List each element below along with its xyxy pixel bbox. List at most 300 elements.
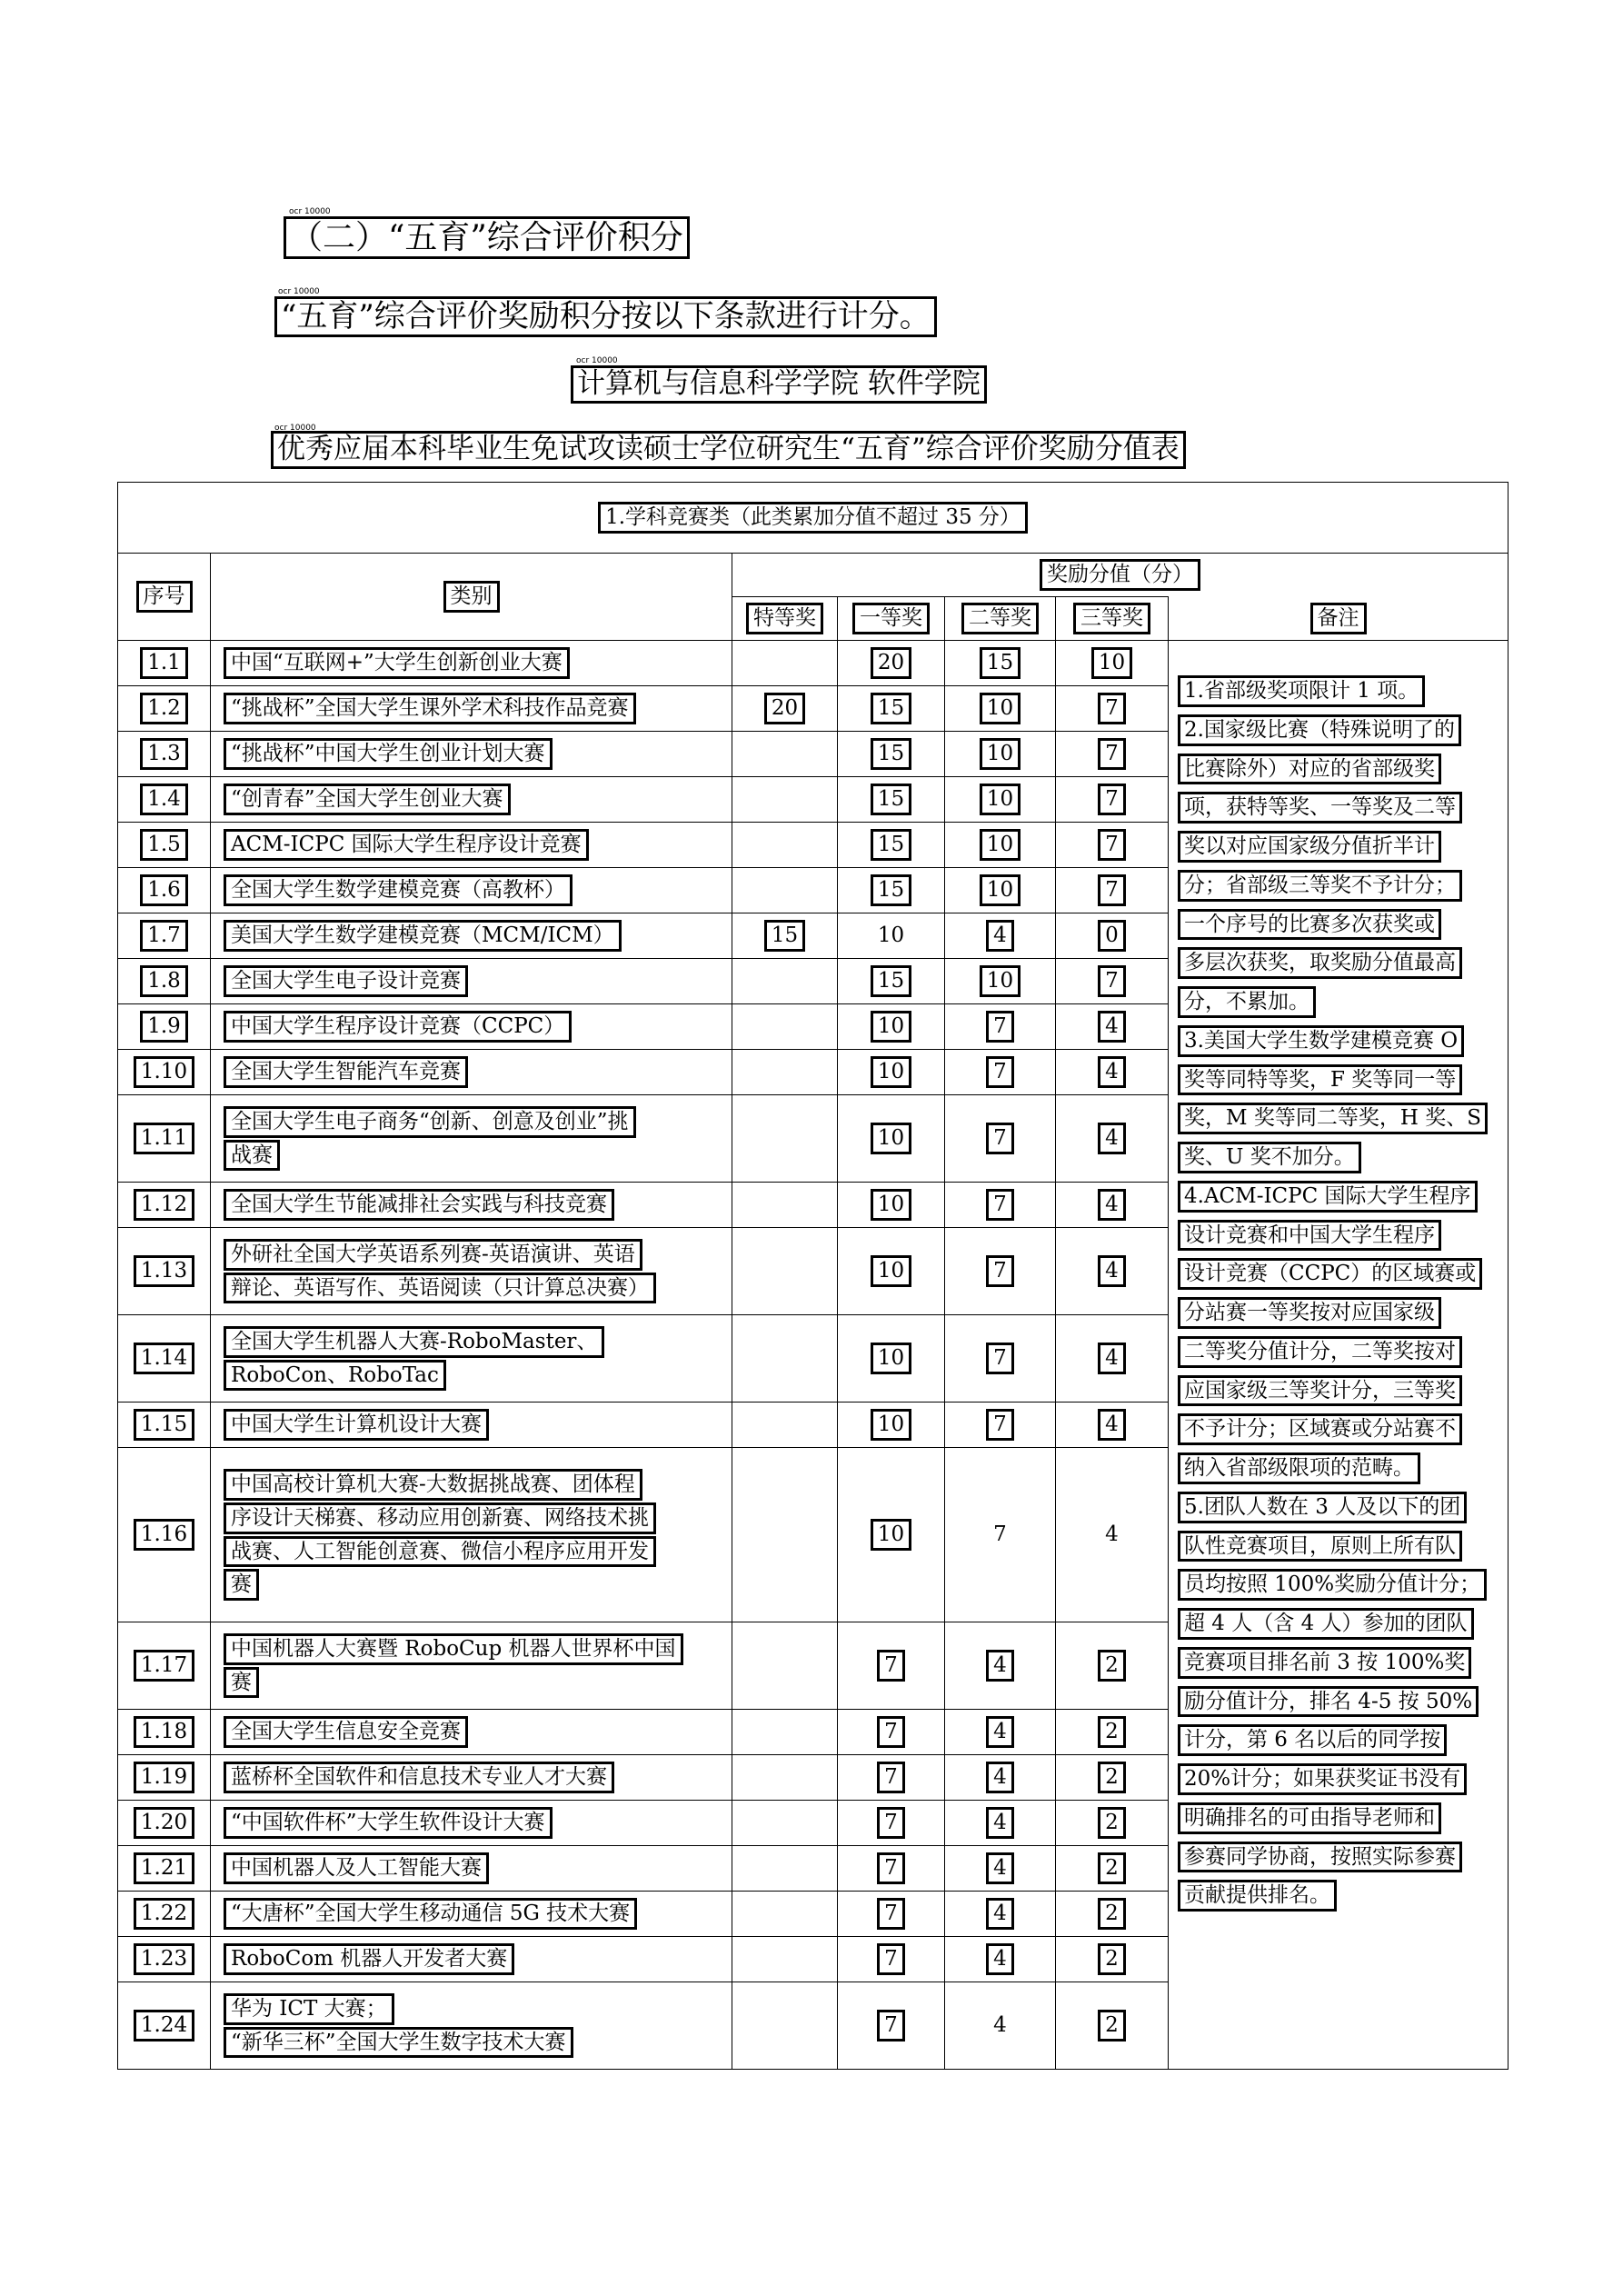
remark-line: 竞赛项目排名前 3 按 100%奖 bbox=[1178, 1647, 1471, 1679]
row-special-cell bbox=[732, 1937, 838, 1982]
row-no-cell bbox=[118, 1937, 211, 1982]
row-name-line: 全国大学生数学建模竞赛（高教杯） bbox=[224, 874, 573, 906]
row-first-cell bbox=[838, 641, 945, 686]
row-third-value: 7 bbox=[1098, 738, 1126, 770]
row-name-line: 美国大学生数学建模竞赛（MCM/ICM） bbox=[224, 920, 622, 952]
row-second-value: 7 bbox=[986, 1343, 1014, 1374]
header-second: 二等奖 bbox=[961, 603, 1039, 634]
row-name-line: 全国大学生机器人大赛-RoboMaster、 bbox=[224, 1326, 604, 1358]
row-third-cell bbox=[1056, 1892, 1169, 1937]
row-first-value: 10 bbox=[871, 1056, 911, 1088]
ocr-tag: ocr 10000 bbox=[274, 424, 316, 433]
row-third-cell bbox=[1056, 1228, 1169, 1315]
table-row bbox=[118, 641, 1508, 686]
row-third-value: 4 bbox=[1098, 1011, 1126, 1043]
table-title: 优秀应届本科毕业生免试攻读硕士学位研究生“五育”综合评价奖励分值表 bbox=[271, 431, 1186, 469]
row-third-cell bbox=[1056, 1004, 1169, 1050]
row-second-value: 7 bbox=[986, 1123, 1014, 1154]
remark-line: 5.团队人数在 3 人及以下的团 bbox=[1178, 1492, 1467, 1523]
college-name: 计算机与信息科学学院 软件学院 bbox=[571, 365, 987, 404]
row-first-cell bbox=[838, 1755, 945, 1801]
row-third-value: 0 bbox=[1098, 920, 1126, 952]
row-special-cell bbox=[732, 777, 838, 823]
row-name-cell bbox=[211, 1710, 732, 1755]
row-third-value: 2 bbox=[1098, 1898, 1126, 1930]
header-type-cell bbox=[211, 554, 732, 641]
row-second-cell bbox=[945, 686, 1056, 732]
row-second-value: 7 bbox=[986, 1189, 1014, 1221]
row-second-cell bbox=[945, 913, 1056, 959]
row-name-line: 中国机器人及人工智能大赛 bbox=[224, 1852, 489, 1884]
row-third-cell bbox=[1056, 1183, 1169, 1228]
row-no: 1.14 bbox=[134, 1343, 194, 1374]
row-name-cell bbox=[211, 1050, 732, 1095]
row-second-value: 4 bbox=[986, 1807, 1014, 1839]
row-first-cell bbox=[838, 686, 945, 732]
remark-line: 明确排名的可由指导老师和 bbox=[1178, 1802, 1441, 1834]
row-second-value: 4 bbox=[986, 1716, 1014, 1748]
row-third-value: 10 bbox=[1091, 647, 1132, 679]
row-second-value: 7 bbox=[993, 1522, 1007, 1547]
row-name-line: 序设计天梯赛、移动应用创新赛、网络技术挑 bbox=[224, 1502, 656, 1534]
row-third-cell bbox=[1056, 641, 1169, 686]
row-first-value: 15 bbox=[871, 784, 911, 815]
remark-line: 员均按照 100%奖励分值计分； bbox=[1178, 1569, 1487, 1601]
row-no-cell bbox=[118, 1183, 211, 1228]
remark-line: 分，不累加。 bbox=[1178, 986, 1316, 1018]
row-special-cell bbox=[732, 1403, 838, 1448]
row-name-cell bbox=[211, 1892, 732, 1937]
row-no: 1.22 bbox=[134, 1898, 194, 1930]
row-name-line: 辩论、英语写作、英语阅读（只计算总决赛） bbox=[224, 1273, 656, 1304]
row-first-value: 7 bbox=[877, 1852, 905, 1884]
row-name-line: 华为 ICT 大赛； bbox=[224, 1993, 394, 2025]
row-special-cell bbox=[732, 913, 838, 959]
row-no-cell bbox=[118, 1801, 211, 1846]
row-no-cell bbox=[118, 1448, 211, 1622]
header-no: 序号 bbox=[136, 581, 193, 613]
row-third-value: 2 bbox=[1098, 1807, 1126, 1839]
row-no: 1.15 bbox=[134, 1409, 194, 1441]
row-third-cell bbox=[1056, 732, 1169, 777]
row-second-cell bbox=[945, 1755, 1056, 1801]
row-no: 1.2 bbox=[140, 693, 188, 724]
row-no: 1.8 bbox=[140, 965, 188, 997]
row-first-value: 7 bbox=[877, 1650, 905, 1682]
row-first-cell bbox=[838, 868, 945, 913]
row-special-cell bbox=[732, 1228, 838, 1315]
header-special-cell bbox=[732, 597, 838, 641]
row-third-cell bbox=[1056, 1755, 1169, 1801]
row-no: 1.13 bbox=[134, 1255, 194, 1287]
row-first-value: 10 bbox=[871, 1343, 911, 1374]
row-name-cell bbox=[211, 1622, 732, 1710]
ocr-tag: ocr 10000 bbox=[278, 287, 320, 296]
header-reward-cell bbox=[732, 554, 1508, 597]
remark-line: 20%计分；如果获奖证书没有 bbox=[1178, 1763, 1467, 1795]
row-third-value: 4 bbox=[1105, 1522, 1119, 1547]
row-first-value: 7 bbox=[877, 1716, 905, 1748]
row-third-value: 2 bbox=[1098, 1852, 1126, 1884]
row-first-cell bbox=[838, 1050, 945, 1095]
header-special: 特等奖 bbox=[746, 603, 823, 634]
header-type: 类别 bbox=[443, 581, 500, 613]
row-second-value: 7 bbox=[986, 1255, 1014, 1287]
row-name-line: “挑战杯”全国大学生课外学术科技作品竞赛 bbox=[224, 693, 636, 724]
remark-line: 计分，第 6 名以后的同学按 bbox=[1178, 1724, 1447, 1756]
row-no: 1.23 bbox=[134, 1943, 194, 1975]
intro-text: “五育”综合评价奖励积分按以下条款进行计分。 bbox=[274, 296, 937, 337]
row-first-cell bbox=[838, 1892, 945, 1937]
row-no: 1.7 bbox=[140, 920, 188, 952]
row-name-cell bbox=[211, 959, 732, 1004]
row-name-line: 中国“互联网+”大学生创新创业大赛 bbox=[224, 647, 570, 679]
row-first-value: 7 bbox=[877, 2010, 905, 2041]
row-name-line: 赛 bbox=[224, 1569, 259, 1601]
row-first-value: 7 bbox=[877, 1762, 905, 1793]
row-third-cell bbox=[1056, 1448, 1169, 1622]
row-special-cell bbox=[732, 1448, 838, 1622]
remark-line: 设计竞赛和中国大学生程序 bbox=[1178, 1220, 1441, 1252]
row-no: 1.10 bbox=[134, 1056, 194, 1088]
row-special-cell bbox=[732, 1710, 838, 1755]
category-title-cell bbox=[118, 483, 1508, 554]
row-name-line: ACM-ICPC 国际大学生程序设计竞赛 bbox=[224, 829, 589, 861]
row-no: 1.17 bbox=[134, 1650, 194, 1682]
row-third-cell bbox=[1056, 1403, 1169, 1448]
row-first-cell bbox=[838, 1801, 945, 1846]
row-first-value: 7 bbox=[877, 1943, 905, 1975]
row-first-value: 7 bbox=[877, 1807, 905, 1839]
row-name-line: “创青春”全国大学生创业大赛 bbox=[224, 784, 511, 815]
row-name-line: “新华三杯”全国大学生数字技术大赛 bbox=[224, 2027, 573, 2059]
row-second-cell bbox=[945, 1183, 1056, 1228]
row-no-cell bbox=[118, 732, 211, 777]
row-first-value: 15 bbox=[871, 874, 911, 906]
row-third-cell bbox=[1056, 1846, 1169, 1892]
row-first-value: 10 bbox=[871, 1123, 911, 1154]
row-third-cell bbox=[1056, 777, 1169, 823]
remark-line: 奖，M 奖等同二等奖，H 奖、S bbox=[1178, 1103, 1488, 1134]
row-second-value: 7 bbox=[986, 1409, 1014, 1441]
row-name-cell bbox=[211, 777, 732, 823]
row-third-value: 4 bbox=[1098, 1123, 1126, 1154]
row-third-cell bbox=[1056, 1982, 1169, 2070]
row-third-value: 4 bbox=[1098, 1189, 1126, 1221]
row-name-cell bbox=[211, 686, 732, 732]
row-name-cell bbox=[211, 732, 732, 777]
remark-line: 奖、U 奖不加分。 bbox=[1178, 1142, 1361, 1173]
remark-line: 设计竞赛（CCPC）的区域赛或 bbox=[1178, 1258, 1482, 1290]
row-second-cell bbox=[945, 959, 1056, 1004]
row-first-cell bbox=[838, 1710, 945, 1755]
row-no: 1.3 bbox=[140, 738, 188, 770]
row-name-cell bbox=[211, 1315, 732, 1403]
row-name-cell bbox=[211, 1801, 732, 1846]
row-third-cell bbox=[1056, 1095, 1169, 1183]
row-first-cell bbox=[838, 1004, 945, 1050]
row-no: 1.21 bbox=[134, 1852, 194, 1884]
row-name-cell bbox=[211, 1755, 732, 1801]
row-second-cell bbox=[945, 1801, 1056, 1846]
row-second-value: 4 bbox=[986, 920, 1014, 952]
row-no: 1.20 bbox=[134, 1807, 194, 1839]
row-third-cell bbox=[1056, 959, 1169, 1004]
remark-line: 一个序号的比赛多次获奖或 bbox=[1178, 909, 1441, 941]
row-name-cell bbox=[211, 641, 732, 686]
row-name-cell bbox=[211, 1095, 732, 1183]
row-special-cell bbox=[732, 1622, 838, 1710]
row-no-cell bbox=[118, 1710, 211, 1755]
row-name-cell bbox=[211, 1937, 732, 1982]
row-special-cell bbox=[732, 1982, 838, 2070]
row-second-cell bbox=[945, 1004, 1056, 1050]
row-no-cell bbox=[118, 1755, 211, 1801]
row-second-cell bbox=[945, 777, 1056, 823]
row-no: 1.11 bbox=[134, 1123, 194, 1154]
remark-line: 3.美国大学生数学建模竞赛 O bbox=[1178, 1025, 1464, 1057]
row-name-line: 外研社全国大学英语系列赛-英语演讲、英语 bbox=[224, 1239, 642, 1271]
row-second-cell bbox=[945, 1315, 1056, 1403]
row-first-cell bbox=[838, 823, 945, 868]
row-third-cell bbox=[1056, 1622, 1169, 1710]
remark-line: 纳入省部级限项的范畴。 bbox=[1178, 1452, 1420, 1484]
header-no-cell bbox=[118, 554, 211, 641]
row-third-cell bbox=[1056, 686, 1169, 732]
row-special-value: 15 bbox=[764, 920, 805, 952]
header-remark-cell bbox=[1169, 597, 1508, 641]
row-second-value: 10 bbox=[980, 693, 1021, 724]
row-third-cell bbox=[1056, 1710, 1169, 1755]
row-special-cell bbox=[732, 732, 838, 777]
row-third-value: 4 bbox=[1098, 1409, 1126, 1441]
row-second-value: 7 bbox=[986, 1056, 1014, 1088]
row-special-cell bbox=[732, 868, 838, 913]
remark-line: 奖以对应国家级分值折半计 bbox=[1178, 831, 1441, 863]
row-name-line: 全国大学生智能汽车竞赛 bbox=[224, 1056, 468, 1088]
row-second-value: 4 bbox=[993, 2013, 1007, 2038]
row-name-line: 中国大学生程序设计竞赛（CCPC） bbox=[224, 1011, 572, 1043]
row-special-cell bbox=[732, 1004, 838, 1050]
row-no-cell bbox=[118, 1050, 211, 1095]
row-second-cell bbox=[945, 732, 1056, 777]
row-no: 1.24 bbox=[134, 2010, 194, 2041]
row-first-cell bbox=[838, 1982, 945, 2070]
row-first-value: 10 bbox=[871, 1409, 911, 1441]
row-first-value: 20 bbox=[871, 647, 911, 679]
row-special-cell bbox=[732, 1315, 838, 1403]
remark-line: 4.ACM-ICPC 国际大学生程序 bbox=[1178, 1181, 1478, 1213]
row-first-cell bbox=[838, 777, 945, 823]
row-no-cell bbox=[118, 1982, 211, 2070]
row-name-line: RoboCom 机器人开发者大赛 bbox=[224, 1943, 514, 1975]
remark-line: 超 4 人（含 4 人）参加的团队 bbox=[1178, 1608, 1474, 1640]
row-no-cell bbox=[118, 1846, 211, 1892]
row-second-cell bbox=[945, 1982, 1056, 2070]
row-second-cell bbox=[945, 1095, 1056, 1183]
row-no-cell bbox=[118, 1622, 211, 1710]
remark-line: 励分值计分，排名 4-5 按 50% bbox=[1178, 1686, 1479, 1718]
remark-line: 队性竞赛项目，原则上所有队 bbox=[1178, 1531, 1462, 1562]
row-special-cell bbox=[732, 1755, 838, 1801]
row-second-value: 10 bbox=[980, 738, 1021, 770]
row-third-cell bbox=[1056, 868, 1169, 913]
row-no-cell bbox=[118, 959, 211, 1004]
row-name-cell bbox=[211, 868, 732, 913]
row-name-cell bbox=[211, 1846, 732, 1892]
row-third-value: 2 bbox=[1098, 1650, 1126, 1682]
row-second-cell bbox=[945, 1710, 1056, 1755]
row-first-cell bbox=[838, 1937, 945, 1982]
row-no-cell bbox=[118, 868, 211, 913]
row-third-value: 7 bbox=[1098, 874, 1126, 906]
row-first-value: 15 bbox=[871, 738, 911, 770]
row-third-value: 2 bbox=[1098, 1716, 1126, 1748]
remark-line: 参赛同学协商，按照实际参赛 bbox=[1178, 1842, 1462, 1873]
row-name-cell bbox=[211, 1228, 732, 1315]
row-second-cell bbox=[945, 1622, 1056, 1710]
reward-table bbox=[117, 482, 1508, 2070]
row-first-cell bbox=[838, 1095, 945, 1183]
remarks-cell bbox=[1169, 641, 1508, 2070]
row-no-cell bbox=[118, 1403, 211, 1448]
row-name-line: 战赛 bbox=[224, 1140, 280, 1172]
ocr-tag: ocr 10000 bbox=[289, 207, 331, 216]
row-special-cell bbox=[732, 1846, 838, 1892]
remark-line: 项，获特等奖、一等奖及二等 bbox=[1178, 792, 1462, 824]
row-first-value: 15 bbox=[871, 829, 911, 861]
remark-line: 贡献提供排名。 bbox=[1178, 1880, 1337, 1912]
row-first-cell bbox=[838, 1183, 945, 1228]
row-no-cell bbox=[118, 1095, 211, 1183]
row-second-value: 4 bbox=[986, 1762, 1014, 1793]
row-second-cell bbox=[945, 868, 1056, 913]
row-name-cell bbox=[211, 913, 732, 959]
row-second-value: 4 bbox=[986, 1650, 1014, 1682]
row-name-cell bbox=[211, 1004, 732, 1050]
row-third-cell bbox=[1056, 1315, 1169, 1403]
remark-line: 二等奖分值计分，二等奖按对 bbox=[1178, 1336, 1462, 1368]
row-first-value: 10 bbox=[871, 1255, 911, 1287]
row-no: 1.4 bbox=[140, 784, 188, 815]
row-special-value: 20 bbox=[764, 693, 805, 724]
remark-line: 应国家级三等奖计分，三等奖 bbox=[1178, 1375, 1462, 1407]
header-third: 三等奖 bbox=[1073, 603, 1150, 634]
row-third-value: 7 bbox=[1098, 784, 1126, 815]
row-name-line: 全国大学生电子设计竞赛 bbox=[224, 965, 468, 997]
row-no: 1.16 bbox=[134, 1519, 194, 1551]
row-first-value: 10 bbox=[871, 1519, 911, 1551]
row-second-value: 4 bbox=[986, 1943, 1014, 1975]
row-special-cell bbox=[732, 823, 838, 868]
row-third-cell bbox=[1056, 1801, 1169, 1846]
row-first-cell bbox=[838, 1403, 945, 1448]
row-third-value: 4 bbox=[1098, 1343, 1126, 1374]
row-second-cell bbox=[945, 1937, 1056, 1982]
ocr-tag: ocr 10000 bbox=[576, 356, 618, 365]
row-second-value: 4 bbox=[986, 1898, 1014, 1930]
row-no: 1.9 bbox=[140, 1011, 188, 1043]
header-reward: 奖励分值（分） bbox=[1040, 559, 1200, 591]
row-first-value: 15 bbox=[871, 965, 911, 997]
row-no: 1.19 bbox=[134, 1762, 194, 1793]
row-first-cell bbox=[838, 959, 945, 1004]
row-no: 1.1 bbox=[140, 647, 188, 679]
row-second-cell bbox=[945, 641, 1056, 686]
row-first-cell bbox=[838, 1228, 945, 1315]
row-special-cell bbox=[732, 641, 838, 686]
row-name-cell bbox=[211, 1403, 732, 1448]
row-third-cell bbox=[1056, 1937, 1169, 1982]
row-third-value: 7 bbox=[1098, 829, 1126, 861]
row-third-value: 2 bbox=[1098, 1762, 1126, 1793]
header-second-cell bbox=[945, 597, 1056, 641]
row-second-cell bbox=[945, 1892, 1056, 1937]
row-no: 1.18 bbox=[134, 1716, 194, 1748]
header-first: 一等奖 bbox=[852, 603, 930, 634]
row-third-value: 4 bbox=[1098, 1056, 1126, 1088]
row-first-cell bbox=[838, 1846, 945, 1892]
row-second-value: 7 bbox=[986, 1011, 1014, 1043]
row-no-cell bbox=[118, 777, 211, 823]
row-name-line: “大唐杯”全国大学生移动通信 5G 技术大赛 bbox=[224, 1898, 637, 1930]
remark-line: 比赛除外）对应的省部级奖 bbox=[1178, 754, 1441, 785]
row-special-cell bbox=[732, 1801, 838, 1846]
row-first-cell bbox=[838, 1448, 945, 1622]
row-no-cell bbox=[118, 1228, 211, 1315]
row-name-line: “挑战杯”中国大学生创业计划大赛 bbox=[224, 738, 553, 770]
row-second-value: 10 bbox=[980, 874, 1021, 906]
row-name-line: 蓝桥杯全国软件和信息技术专业人才大赛 bbox=[224, 1762, 614, 1793]
row-special-cell bbox=[732, 1095, 838, 1183]
row-name-cell bbox=[211, 823, 732, 868]
row-no: 1.12 bbox=[134, 1189, 194, 1221]
remark-line: 分站赛一等奖按对应国家级 bbox=[1178, 1297, 1441, 1329]
row-name-line: 全国大学生电子商务“创新、创意及创业”挑 bbox=[224, 1106, 636, 1138]
row-name-cell bbox=[211, 1448, 732, 1622]
row-name-line: RoboCon、RoboTac bbox=[224, 1360, 446, 1392]
header-third-cell bbox=[1056, 597, 1169, 641]
row-first-cell bbox=[838, 913, 945, 959]
remark-line: 多层次获奖，取奖励分值最高 bbox=[1178, 947, 1462, 979]
row-second-cell bbox=[945, 1448, 1056, 1622]
row-second-cell bbox=[945, 1050, 1056, 1095]
row-second-value: 10 bbox=[980, 965, 1021, 997]
category-title: 1.学科竞赛类（此类累加分值不超过 35 分） bbox=[598, 502, 1028, 534]
row-name-cell bbox=[211, 1183, 732, 1228]
row-first-cell bbox=[838, 1315, 945, 1403]
row-no-cell bbox=[118, 913, 211, 959]
row-second-cell bbox=[945, 1228, 1056, 1315]
row-special-cell bbox=[732, 686, 838, 732]
remark-line: 分；省部级三等奖不予计分； bbox=[1178, 870, 1462, 902]
row-name-line: “中国软件杯”大学生软件设计大赛 bbox=[224, 1807, 553, 1839]
row-special-cell bbox=[732, 1050, 838, 1095]
row-name-cell bbox=[211, 1982, 732, 2070]
row-third-value: 4 bbox=[1098, 1255, 1126, 1287]
row-third-value: 7 bbox=[1098, 965, 1126, 997]
row-name-line: 中国大学生计算机设计大赛 bbox=[224, 1409, 489, 1441]
remark-line: 2.国家级比赛（特殊说明了的 bbox=[1178, 714, 1461, 746]
section-title: （二）“五育”综合评价积分 bbox=[284, 216, 690, 259]
row-third-value: 2 bbox=[1098, 2010, 1126, 2041]
row-name-line: 全国大学生节能减排社会实践与科技竞赛 bbox=[224, 1189, 614, 1221]
remark-line: 奖等同特等奖，F 奖等同一等 bbox=[1178, 1064, 1462, 1096]
row-name-line: 赛 bbox=[224, 1667, 259, 1699]
row-second-cell bbox=[945, 823, 1056, 868]
row-special-cell bbox=[732, 1183, 838, 1228]
row-no: 1.5 bbox=[140, 829, 188, 861]
